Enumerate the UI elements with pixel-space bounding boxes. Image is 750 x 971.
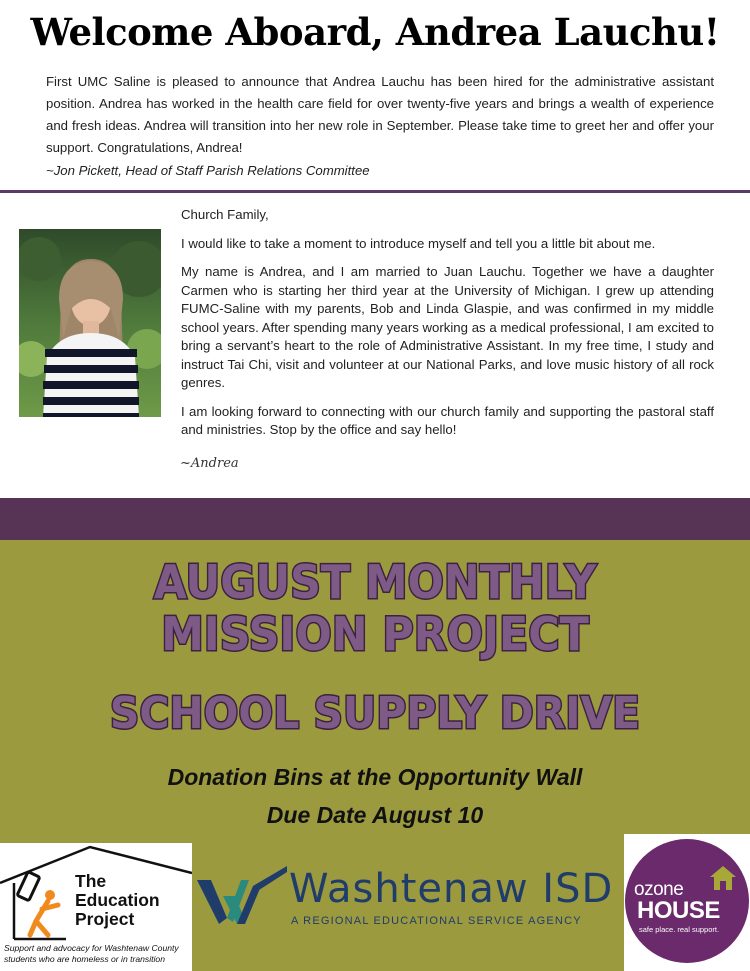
education-project-name: The Education Project bbox=[75, 871, 160, 929]
education-project-logo bbox=[0, 843, 192, 971]
mission-heading-line-1: AUGUST MONTHLY bbox=[153, 555, 597, 609]
signature: ~Andrea bbox=[180, 456, 239, 471]
due-date: Due Date August 10 bbox=[266, 802, 484, 828]
purple-band bbox=[0, 498, 750, 540]
andrea-photo bbox=[19, 229, 161, 417]
section-divider bbox=[0, 190, 750, 193]
letter-paragraph-2: My name is Andrea, and I am married to Juan Lauchu. Together we have a daughter Carmen who is starting her third year at the University of Michigan. I grew up attending FUMC-Saline with my parents, Bob and Linda Glaspie, and was confirmed in my middle school years. After spending many years working as a medical professional, I am excited to bring a servant’s heart to the role of Administrative Assistant. In my free time, I study and instruct Tai Chi, visit and volunteer at our National Parks, and love music history of all rock genres. bbox=[181, 264, 714, 390]
letter-paragraph-1: I would like to take a moment to introduce myself and tell you a little bit about me. bbox=[181, 235, 656, 251]
letter-paragraph-3: I am looking forward to connecting with our church family and supporting the pastoral staff and ministries. Stop by the office and say hello! bbox=[181, 403, 714, 437]
washtenaw-isd-tagline: A REGIONAL EDUCATIONAL SERVICE AGENCY bbox=[291, 915, 582, 927]
byline: ~Jon Pickett, Head of Staff Parish Relations Committee bbox=[46, 163, 370, 178]
ozone-tagline: safe place. real support. bbox=[639, 925, 720, 934]
ozone-house-icon bbox=[708, 864, 738, 892]
washtenaw-w-icon bbox=[197, 866, 287, 930]
washtenaw-isd-logo bbox=[197, 860, 622, 940]
mission-heading-line-2: MISSION PROJECT bbox=[161, 607, 589, 661]
washtenaw-isd-name: Washtenaw ISD bbox=[289, 866, 614, 912]
school-supply-drive-heading: SCHOOL SUPPLY DRIVE bbox=[109, 688, 641, 739]
announcement-paragraph: First UMC Saline is pleased to announce that Andrea Lauchu has been hired for the administrative assistant position. Andrea has worked in the health care field for over twenty-five years and brings a wealth of experience and fresh ideas. Andrea will transition into her new role in September. Please take time to greet her and offer your support. Congratulations, Andrea! bbox=[46, 74, 714, 155]
education-project-tagline: Support and advocacy for Washtenaw County students who are homeless or in transition bbox=[4, 943, 179, 964]
ozone-word: ozone bbox=[634, 879, 684, 900]
letter-greeting: Church Family, bbox=[181, 207, 269, 222]
introduction-letter bbox=[181, 206, 714, 450]
welcome-title: Welcome Aboard, Andrea Lauchu! bbox=[30, 10, 720, 54]
ozone-house-logo bbox=[624, 834, 750, 971]
donation-location: Donation Bins at the Opportunity Wall bbox=[167, 764, 583, 790]
ozone-house-word: HOUSE bbox=[637, 897, 720, 924]
